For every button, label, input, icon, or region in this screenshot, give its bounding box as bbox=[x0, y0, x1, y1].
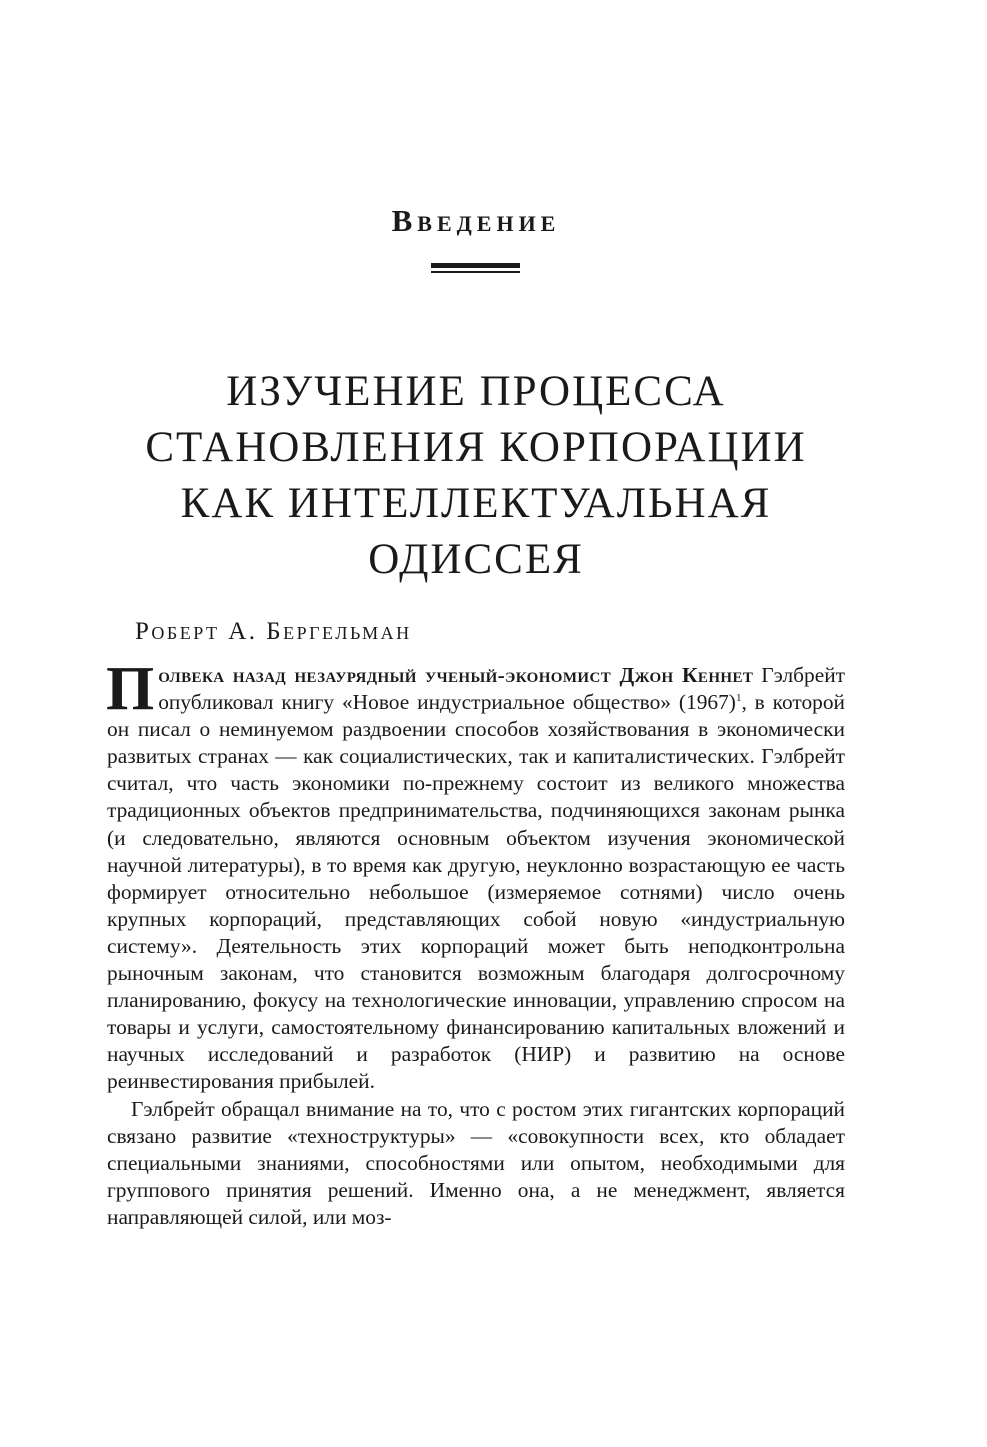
paragraph bbox=[106, 655, 845, 1096]
chapter-title-line: СТАНОВЛЕНИЯ КОРПОРАЦИИ bbox=[145, 424, 807, 471]
chapter-title-line: ИЗУЧЕНИЕ ПРОЦЕССА bbox=[226, 368, 726, 415]
chapter-title-line: КАК ИНТЕЛЛЕКТУАЛЬНАЯ bbox=[180, 480, 772, 527]
section-label: Введение bbox=[391, 203, 561, 238]
footnote-mark[interactable]: 1 bbox=[735, 691, 742, 704]
drop-cap: П bbox=[106, 655, 155, 723]
chapter-title-line: ОДИССЕЯ bbox=[368, 536, 584, 583]
paragraph-text: , в которой он писал о неминуемом раздвоении способов хозяйствования в экономически развитых странах — как социалистических, так и капиталистических. Гэлбрейт считал, что часть экономики по-прежнему состоит из великого множества традиционных объектов предпринимательства, подчиняющихся законам рынка (и следовательно, являются основным объектом изучения экономической научной литературы), в то время как другую, неуклонно возрастающую ее часть формирует относительно небольшое (измеряемое сотнями) число очень крупных корпораций, представляющих собой новую «индустриальную систему». Деятельность этих корпораций может быть неподконтрольна рыночным законам, что становится возможным благодаря долгосрочному планированию, фокусу на технологические инновации, управлению спросом на товары и услуги, самостоятельному финансированию капитальных вложений и научных исследований и разработок (НИР) и развитию на основе реинвестирования прибылей. bbox=[107, 690, 845, 1094]
paragraph-text: Гэлбрейт опубликовал книгу «Новое индустриальное общество» (1967) bbox=[158, 663, 845, 715]
paragraph: Гэлбрейт обращал внимание на то, что с ростом этих гигантских корпораций связано развитие «техноструктуры» — «совокупности всех, кто обладает специальными знаниями, способностями или опытом, необходимыми для группового принятия решений. Именно она, а не менеджмент, является направляющей силой, или моз- bbox=[107, 1096, 845, 1229]
chapter-title bbox=[0, 364, 952, 588]
body-text bbox=[106, 655, 845, 1231]
author-name: Роберт А. Бергельман bbox=[135, 618, 412, 645]
lead-in: олвека назад незаурядный ученый-экономист Джон Кеннет bbox=[158, 663, 754, 687]
title-rule-thick bbox=[431, 263, 520, 268]
title-rule-thin bbox=[431, 271, 520, 273]
